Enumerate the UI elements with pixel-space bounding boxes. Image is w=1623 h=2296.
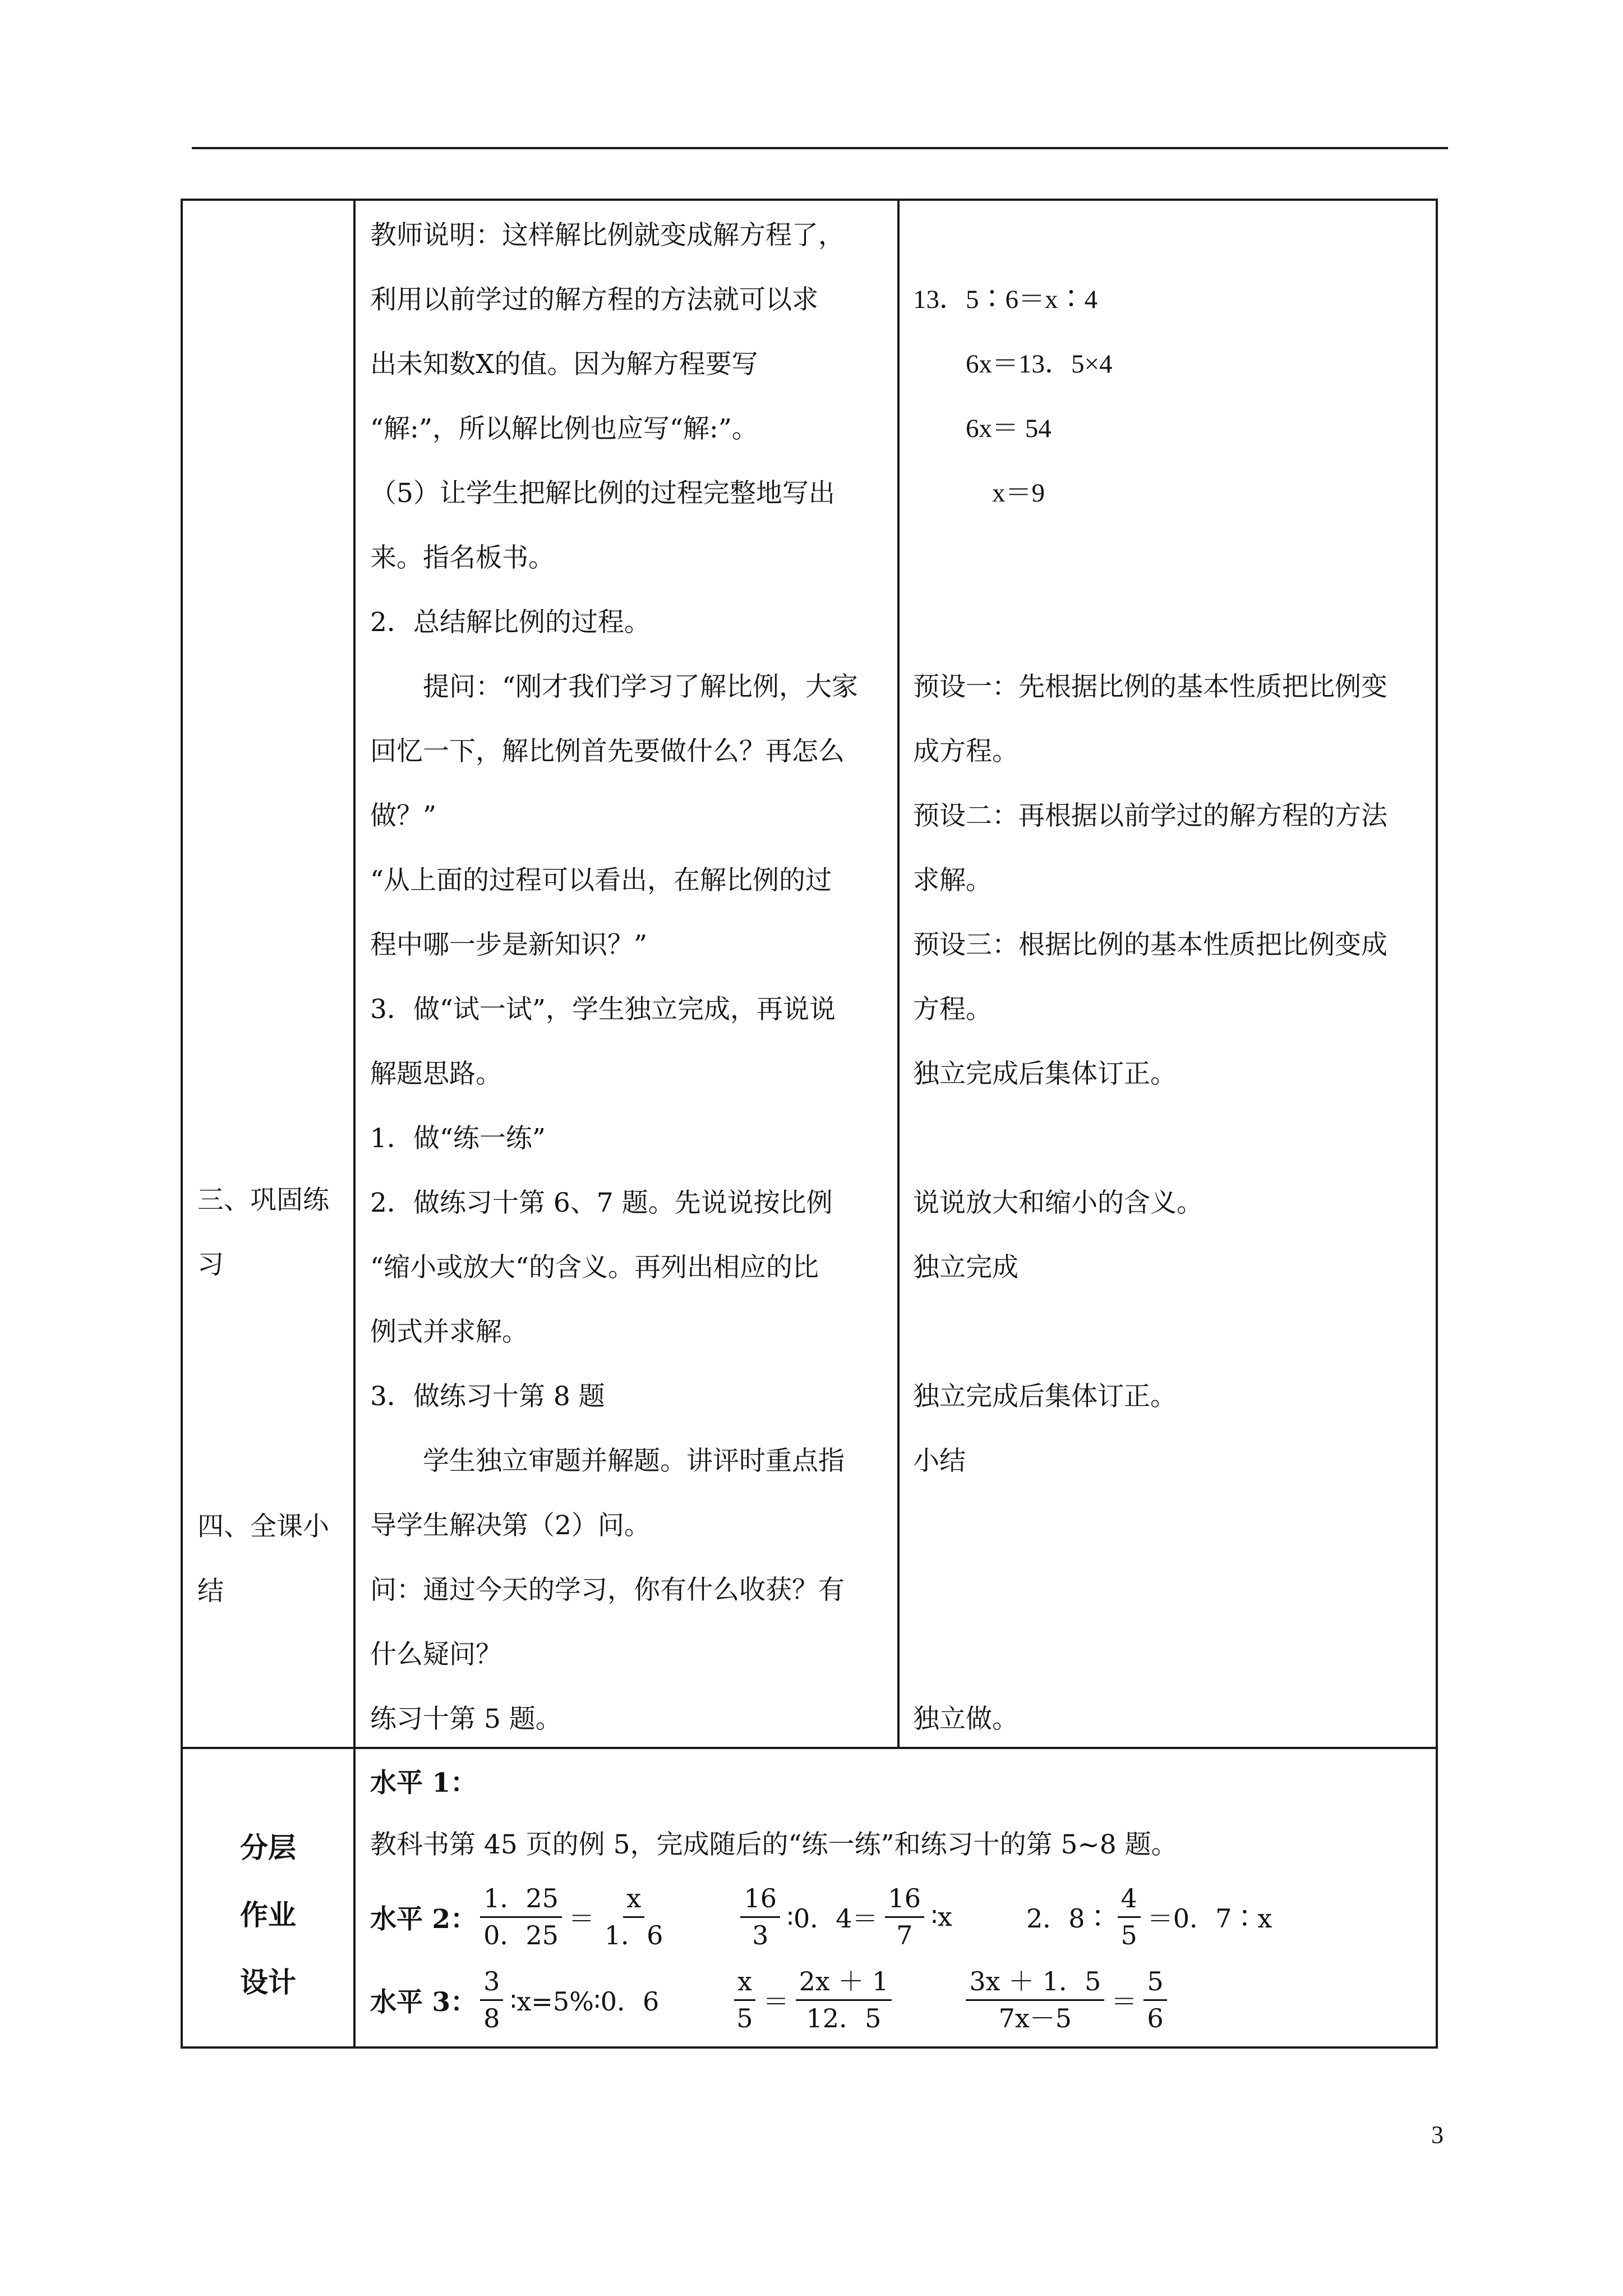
homework-label-line-1: 分层 xyxy=(240,1831,296,1864)
teacher-line: 2．做练习十第 6、7 题。先说说按比例 xyxy=(370,1188,833,1218)
table-border-top xyxy=(181,199,1438,201)
fraction xyxy=(966,1967,1104,2032)
student-line xyxy=(913,1106,1429,1171)
teacher-line: “解:”，所以解比例也应写“解:”。 xyxy=(370,413,758,444)
student-line: 说说放大和缩小的含义。 xyxy=(913,1188,1203,1218)
section-practice-text: 三、巩固练习 xyxy=(197,1185,329,1280)
student-line: 预设一：先根据比例的基本性质把比例变 xyxy=(913,671,1387,702)
homework-level-3 xyxy=(370,1963,1170,2036)
denominator: 12．5 xyxy=(806,2003,882,2033)
teacher-line: 程中哪一步是新知识？” xyxy=(370,930,648,960)
student-line xyxy=(913,1622,1429,1687)
teacher-line: 做？” xyxy=(370,800,437,831)
student-line: 成方程。 xyxy=(913,736,1018,767)
teacher-line: 导学生解决第（2）问。 xyxy=(370,1510,651,1541)
student-line xyxy=(913,1558,1429,1622)
teacher-line: 3．做“试一试”，学生独立完成，再说说 xyxy=(370,994,836,1025)
ratio-text: 2．8∶ xyxy=(1026,1903,1111,1934)
table-border-right xyxy=(1436,199,1438,2047)
table-border-bottom xyxy=(181,2046,1438,2049)
table-divider-1 xyxy=(353,199,356,2047)
ratio-text: ∶x xyxy=(931,1902,952,1932)
denominator: 7 xyxy=(896,1920,913,1950)
fraction xyxy=(601,1884,667,1949)
teacher-line: 出未知数X的值。因为解方程要写 xyxy=(370,349,758,380)
numerator: 5 xyxy=(1144,1967,1166,2001)
fraction xyxy=(480,1967,503,2032)
student-line: 6x＝13．5×4 xyxy=(913,349,1113,379)
student-line: 独立完成后集体订正。 xyxy=(913,1381,1177,1412)
denominator: 5 xyxy=(1121,1920,1137,1950)
student-activity-column xyxy=(913,203,1429,1751)
teacher-line: 教师说明：这样解比例就变成解方程了， xyxy=(370,220,845,251)
teacher-line: 学生独立审题并解题。讲评时重点指 xyxy=(370,1446,845,1476)
fraction xyxy=(480,1884,562,1949)
ratio-text: ＝0．7∶x xyxy=(1147,1903,1272,1934)
teacher-line: 回忆一下，解比例首先要做什么？再怎么 xyxy=(370,736,845,767)
fraction xyxy=(885,1884,925,1949)
equals-sign: ＝ xyxy=(1111,1986,1137,2017)
student-line: 独立完成 xyxy=(913,1252,1018,1283)
student-line: 独立完成后集体订正。 xyxy=(913,1059,1177,1089)
denominator: 6 xyxy=(1147,2003,1164,2033)
section-label-practice xyxy=(197,1168,343,1297)
teacher-line: 3．做练习十第 8 题 xyxy=(370,1381,605,1412)
student-line: 预设二：再根据以前学过的解方程的方法 xyxy=(913,800,1387,831)
student-line: 预设三：根据比例的基本性质把比例变成 xyxy=(913,930,1387,960)
teacher-line: “从上面的过程可以看出，在解比例的过 xyxy=(370,865,832,896)
level-1-label: 水平 1： xyxy=(370,1768,477,1798)
student-line xyxy=(913,590,1429,655)
table-border-left xyxy=(181,199,183,2047)
level-2-label: 水平 2： xyxy=(370,1903,477,1935)
teacher-line: 1．做“练一练” xyxy=(370,1123,546,1154)
section-summary-text: 四、全课小结 xyxy=(197,1511,329,1607)
numerator: 4 xyxy=(1118,1884,1141,1918)
numerator: 3 xyxy=(480,1967,503,2001)
ratio-text: ∶0．4＝ xyxy=(786,1903,878,1934)
student-line: 13．5∶6＝x∶4 xyxy=(913,285,1098,314)
header-rule xyxy=(192,147,1448,149)
student-line: 独立做。 xyxy=(913,1704,1018,1734)
homework-level-2 xyxy=(370,1880,1275,1953)
student-line xyxy=(913,203,1429,268)
homework-label-line-3: 设计 xyxy=(240,1966,296,1999)
teacher-line: 利用以前学过的解方程的方法就可以求 xyxy=(370,284,818,315)
teacher-line: 2．总结解比例的过程。 xyxy=(370,607,651,638)
denominator: 5 xyxy=(736,2003,753,2033)
denominator: 7x－5 xyxy=(998,2003,1072,2033)
level-1-text: 教科书第 45 页的例 5，完成随后的“练一练”和练习十的第 5~8 题。 xyxy=(370,1829,1178,1860)
teacher-line: 解题思路。 xyxy=(370,1059,502,1089)
page-number: 3 xyxy=(1431,2121,1444,2148)
fraction xyxy=(796,1967,892,2032)
equals-sign: ＝ xyxy=(568,1903,594,1934)
table-divider-2 xyxy=(897,199,900,1748)
homework-level-1 xyxy=(370,1752,1424,1876)
fraction xyxy=(1118,1884,1141,1949)
student-line: 6x＝ 54 xyxy=(913,414,1052,443)
level-3-label: 水平 3： xyxy=(370,1986,477,2018)
teacher-line: 问：通过今天的学习，你有什么收获？有 xyxy=(370,1575,845,1605)
student-line: 求解。 xyxy=(913,865,992,896)
fraction xyxy=(740,1884,780,1949)
numerator: x xyxy=(623,1884,644,1918)
numerator: 3x ＋ 1．5 xyxy=(966,1967,1104,2001)
numerator: x xyxy=(734,1967,755,2001)
teacher-line: 什么疑问？ xyxy=(370,1639,502,1670)
section-label-summary xyxy=(197,1494,343,1623)
numerator: 16 xyxy=(740,1884,780,1918)
fraction xyxy=(1144,1967,1166,2032)
teacher-line: 来。指名板书。 xyxy=(370,542,555,573)
numerator: 2x ＋ 1 xyxy=(796,1967,892,2001)
equals-sign: ＝ xyxy=(763,1986,789,2017)
student-line xyxy=(913,526,1429,590)
teacher-line: 练习十第 5 题。 xyxy=(370,1704,562,1734)
teacher-activity-column xyxy=(370,203,892,1751)
homework-label-line-2: 作业 xyxy=(240,1898,296,1931)
teacher-line: 提问：“刚才我们学习了解比例，大家 xyxy=(370,671,859,702)
teacher-line: （5）让学生把解比例的过程完整地写出 xyxy=(370,478,835,509)
homework-label xyxy=(240,1814,296,2016)
student-line: x＝9 xyxy=(913,478,1045,508)
ratio-text: ∶x=5%∶0．6 xyxy=(510,1986,660,2017)
teacher-line: “缩小或放大“的含义。再列出相应的比 xyxy=(370,1252,819,1283)
denominator: 0．25 xyxy=(483,1920,559,1950)
fraction xyxy=(733,1967,756,2032)
teacher-line: 例式并求解。 xyxy=(370,1317,528,1347)
denominator: 1．6 xyxy=(604,1920,663,1950)
student-line xyxy=(913,1493,1429,1558)
student-line: 小结 xyxy=(913,1446,966,1476)
denominator: 8 xyxy=(483,2003,500,2033)
student-line: 方程。 xyxy=(913,994,992,1025)
numerator: 16 xyxy=(885,1884,925,1918)
student-line xyxy=(913,1300,1429,1364)
numerator: 1．25 xyxy=(480,1884,562,1918)
denominator: 3 xyxy=(752,1920,769,1950)
